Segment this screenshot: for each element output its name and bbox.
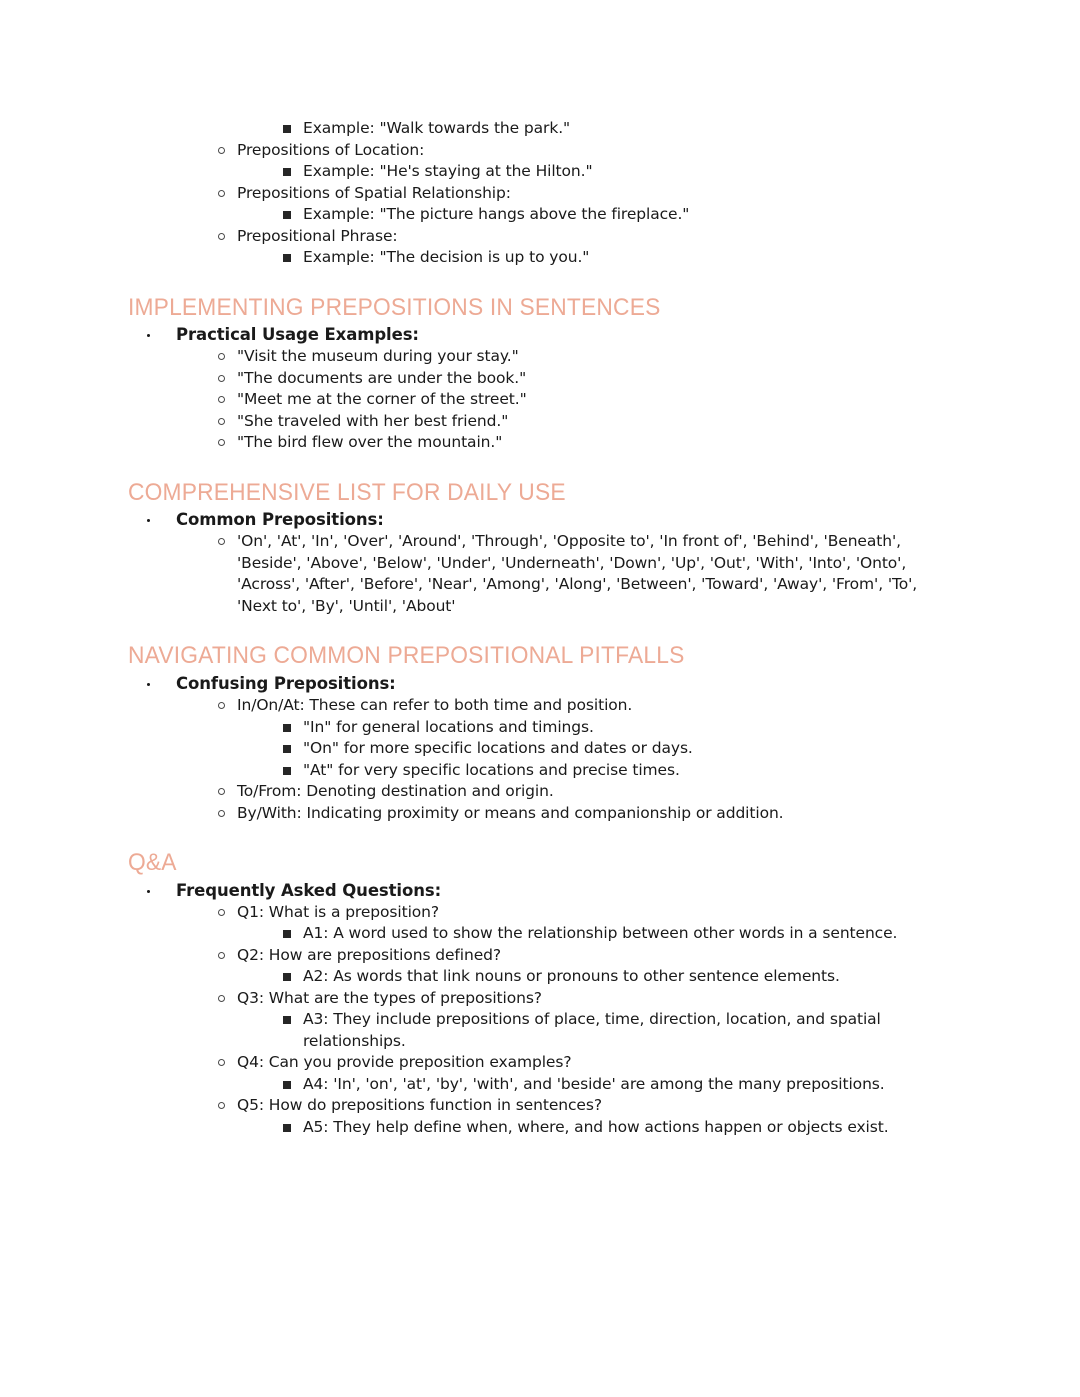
list-item-text: "She traveled with her best friend." bbox=[237, 411, 509, 430]
practical-usage-list bbox=[128, 324, 953, 454]
list-item-text: To/From: Denoting destination and origin. bbox=[237, 782, 554, 801]
circle-bullet-icon bbox=[218, 810, 225, 817]
faq-list bbox=[128, 880, 953, 1139]
document-content bbox=[128, 118, 953, 1139]
list-item bbox=[128, 389, 953, 411]
list-item-text: "On" for more specific locations and dates or days. bbox=[303, 739, 693, 758]
list-item-text: Example: "The picture hangs above the fireplace." bbox=[303, 205, 690, 223]
list-item bbox=[128, 247, 953, 269]
faq-answer-list bbox=[128, 966, 953, 988]
preposition-words-list bbox=[128, 531, 953, 617]
section-heading: COMPREHENSIVE LIST FOR DAILY USE bbox=[128, 478, 566, 506]
circle-bullet-icon bbox=[218, 353, 225, 360]
circle-bullet-icon bbox=[218, 538, 225, 545]
list-item bbox=[128, 803, 953, 825]
confusing-prepositions-list bbox=[128, 673, 953, 824]
list-item bbox=[128, 161, 953, 183]
list-item bbox=[128, 226, 953, 248]
pitfall-items-list bbox=[128, 695, 953, 824]
circle-bullet-icon bbox=[218, 788, 225, 795]
dot-bullet-icon bbox=[147, 519, 150, 522]
list-item-text: By/With: Indicating proximity or means and companionship or addition. bbox=[237, 803, 784, 822]
square-bullet-icon bbox=[283, 767, 291, 775]
faq-answer-text: A3: They include prepositions of place, time, direction, location, and spatial relationships. bbox=[303, 1010, 881, 1050]
pitfall-sub-list bbox=[128, 717, 953, 782]
faq-question-text: Q2: How are prepositions defined? bbox=[237, 945, 502, 964]
group-label: Common Prepositions: bbox=[176, 510, 384, 530]
list-item-text: Example: "Walk towards the park." bbox=[303, 119, 571, 137]
square-bullet-icon bbox=[283, 745, 291, 753]
dot-bullet-icon bbox=[147, 334, 150, 337]
faq-question-item bbox=[128, 988, 953, 1053]
faq-answer-list bbox=[128, 1074, 953, 1096]
faq-answer-item bbox=[128, 923, 953, 945]
section-heading: Q&A bbox=[128, 849, 177, 877]
faq-answer-text: A2: As words that link nouns or pronouns to other sentence elements. bbox=[303, 967, 840, 986]
list-item-group bbox=[128, 324, 953, 454]
circle-bullet-icon bbox=[218, 952, 225, 959]
faq-answer-list bbox=[128, 1117, 953, 1139]
circle-bullet-icon bbox=[218, 418, 225, 425]
group-label: Practical Usage Examples: bbox=[176, 325, 419, 345]
list-item-text: Example: "He's staying at the Hilton." bbox=[303, 162, 593, 180]
circle-bullet-icon bbox=[218, 995, 225, 1002]
list-item bbox=[128, 738, 953, 760]
list-item bbox=[128, 346, 953, 368]
section-implementing bbox=[128, 295, 953, 321]
list-item-group bbox=[128, 880, 953, 1139]
faq-question-text: Q1: What is a preposition? bbox=[237, 902, 440, 921]
faq-questions-list bbox=[128, 902, 953, 1139]
list-item-text: In/On/At: These can refer to both time and position. bbox=[237, 696, 633, 715]
usage-examples-list bbox=[128, 346, 953, 454]
faq-question-text: Q5: How do prepositions function in sentences? bbox=[237, 1096, 602, 1115]
square-bullet-icon bbox=[283, 1124, 291, 1132]
circle-bullet-icon bbox=[218, 439, 225, 446]
faq-question-text: Q3: What are the types of prepositions? bbox=[237, 988, 542, 1007]
list-item-text: "Meet me at the corner of the street." bbox=[237, 390, 527, 409]
circle-bullet-icon bbox=[218, 702, 225, 709]
list-item bbox=[128, 531, 953, 617]
list-item bbox=[128, 204, 953, 226]
list-item-text: "The documents are under the book." bbox=[237, 368, 527, 387]
square-bullet-icon bbox=[283, 125, 291, 133]
square-bullet-icon bbox=[283, 254, 291, 262]
list-item bbox=[128, 411, 953, 433]
faq-answer-text: A5: They help define when, where, and how actions happen or objects exist. bbox=[303, 1117, 889, 1136]
square-bullet-icon bbox=[283, 1016, 291, 1024]
list-item bbox=[128, 183, 953, 205]
list-item-text: "The bird flew over the mountain." bbox=[237, 433, 503, 452]
circle-bullet-icon bbox=[218, 1059, 225, 1066]
group-label: Confusing Prepositions: bbox=[176, 674, 396, 694]
square-bullet-icon bbox=[283, 973, 291, 981]
faq-answer-item bbox=[128, 1117, 953, 1139]
square-bullet-icon bbox=[283, 211, 291, 219]
section-qa bbox=[128, 850, 953, 876]
continued-outline-list bbox=[128, 118, 953, 269]
circle-bullet-icon bbox=[218, 190, 225, 197]
faq-answer-item bbox=[128, 1009, 953, 1052]
list-item bbox=[128, 781, 953, 803]
faq-answer-list bbox=[128, 1009, 953, 1052]
list-item bbox=[128, 368, 953, 390]
list-item-text: Prepositions of Location: bbox=[237, 140, 425, 159]
faq-answer-text: A4: 'In', 'on', 'at', 'by', 'with', and 'beside' are among the many prepositions. bbox=[303, 1074, 885, 1093]
preposition-word-list-text: 'On', 'At', 'In', 'Over', 'Around', 'Through', 'Opposite to', 'In front of', 'Behind', 'Beneath', 'Beside', 'Above', 'Below', 'Under', 'Underneath', 'Down', 'Up', 'Out', 'With', 'Into', 'Onto', 'Across', 'After', 'Before', 'Near', 'Among', 'Along', 'Between', 'Toward', 'Away', 'From', 'To', 'Next to', 'By', 'Until', 'About' bbox=[237, 532, 918, 615]
section-heading: IMPLEMENTING PREPOSITIONS IN SENTENCES bbox=[128, 293, 661, 321]
circle-bullet-icon bbox=[218, 147, 225, 154]
faq-answer-item bbox=[128, 1074, 953, 1096]
circle-bullet-icon bbox=[218, 909, 225, 916]
faq-question-item bbox=[128, 902, 953, 945]
circle-bullet-icon bbox=[218, 1102, 225, 1109]
circle-bullet-icon bbox=[218, 396, 225, 403]
list-item-text: "Visit the museum during your stay." bbox=[237, 347, 519, 366]
square-bullet-icon bbox=[283, 168, 291, 176]
list-item bbox=[128, 432, 953, 454]
section-comprehensive-list bbox=[128, 480, 953, 506]
list-item bbox=[128, 695, 953, 781]
list-item bbox=[128, 118, 953, 140]
faq-question-item bbox=[128, 1095, 953, 1138]
list-item-group bbox=[128, 509, 953, 617]
section-pitfalls bbox=[128, 643, 953, 669]
faq-question-item bbox=[128, 945, 953, 988]
circle-bullet-icon bbox=[218, 375, 225, 382]
list-item bbox=[128, 760, 953, 782]
faq-answer-text: A1: A word used to show the relationship between other words in a sentence. bbox=[303, 924, 898, 943]
dot-bullet-icon bbox=[147, 890, 150, 893]
list-item-text: Prepositional Phrase: bbox=[237, 226, 398, 245]
circle-bullet-icon bbox=[218, 233, 225, 240]
section-heading: NAVIGATING COMMON PREPOSITIONAL PITFALLS bbox=[128, 642, 685, 670]
list-item-text: "At" for very specific locations and precise times. bbox=[303, 760, 680, 779]
square-bullet-icon bbox=[283, 1081, 291, 1089]
faq-question-item bbox=[128, 1052, 953, 1095]
faq-answer-list bbox=[128, 923, 953, 945]
faq-question-text: Q4: Can you provide preposition examples? bbox=[237, 1053, 572, 1072]
list-item bbox=[128, 140, 953, 162]
list-item-text: Prepositions of Spatial Relationship: bbox=[237, 183, 511, 202]
list-item bbox=[128, 717, 953, 739]
faq-answer-item bbox=[128, 966, 953, 988]
list-item-text: Example: "The decision is up to you." bbox=[303, 248, 590, 266]
list-item-group bbox=[128, 673, 953, 824]
dot-bullet-icon bbox=[147, 683, 150, 686]
common-prepositions-list bbox=[128, 509, 953, 617]
group-label: Frequently Asked Questions: bbox=[176, 880, 442, 900]
square-bullet-icon bbox=[283, 724, 291, 732]
list-item-text: "In" for general locations and timings. bbox=[303, 717, 594, 736]
square-bullet-icon bbox=[283, 930, 291, 938]
